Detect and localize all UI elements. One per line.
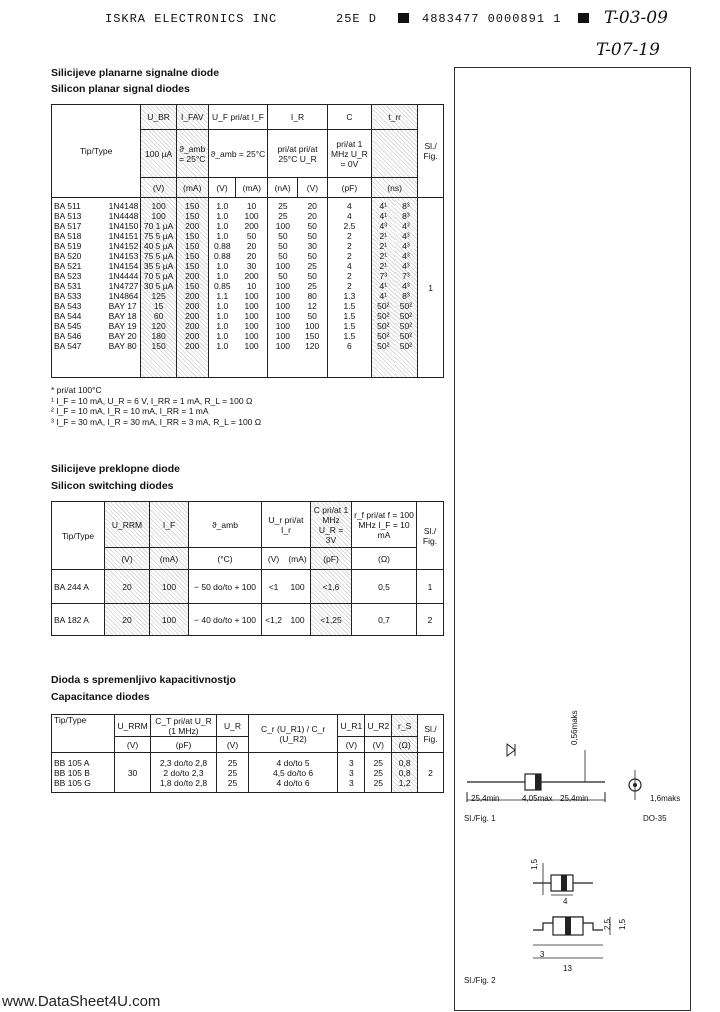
col-header-c: C	[327, 105, 371, 130]
footnote-2: ² I_F = 10 mA, I_R = 10 mA, I_RR = 1 mA	[51, 406, 209, 416]
company-name: ISKRA ELECTRONICS INC	[105, 12, 278, 26]
sw-cell: − 50 do/to + 100	[189, 570, 262, 604]
col-header-vbr: U_BR	[141, 105, 176, 130]
sw-cell: 2	[417, 604, 444, 636]
sw-cell: 20	[105, 570, 150, 604]
cap-unit-rs: (Ω)	[392, 737, 418, 753]
handwritten-code-2: T-07-19	[596, 40, 660, 60]
sw-cell: 0,5	[352, 570, 417, 604]
fig1-dim-4: 1,6maks	[650, 794, 681, 803]
unit-vbr: (V)	[141, 178, 176, 198]
cap-unit-ur2: (V)	[365, 737, 392, 753]
header-block-1	[398, 13, 409, 23]
sw-header-c: C pri/at 1 MHz U_R = 3V	[311, 502, 352, 548]
fig2-label: Sl./Fig. 2	[464, 976, 496, 985]
sw-cell: BA 182 A	[52, 604, 105, 636]
type-list-ba: BA 511 BA 513 BA 517 BA 518 BA 519 BA 520 BA 521 BA 523 BA 531 BA 533 BA 543 BA 544 BA 545 BA 546 BA 547	[54, 201, 82, 351]
unit-ifav: (mA)	[176, 178, 208, 198]
sw-header-tamb: ϑ_amb	[189, 502, 262, 548]
trr-values-a: 4¹ 4¹ 4³ 2¹ 2¹ 2¹ 2¹ 7³ 4¹ 4¹ 50² 50² 50² 50² 50²	[372, 198, 395, 378]
footnote-3: ³ I_F = 30 mA, I_R = 30 mA, I_RR = 3 mA, R_L = 100 Ω	[51, 416, 262, 427]
fig2-dim-6: 1,5	[618, 918, 627, 930]
cap-unit-urrm: (V)	[115, 737, 150, 753]
fig2-dim-3: 3	[540, 950, 545, 959]
unit-ir: (nA)	[268, 178, 298, 198]
sw-cell: 1	[417, 570, 444, 604]
cap-title-sl: Dioda s spremenljivo kapacitivnostjo	[51, 674, 236, 686]
col-header-vf: U_F pri/at I_F	[208, 105, 268, 130]
sw-unit-ur: (V)	[262, 548, 286, 570]
unit-vr: (V)	[298, 178, 328, 198]
cap-header-ur2: U_R2	[365, 715, 392, 737]
sw-cell: 0,7	[352, 604, 417, 636]
sw-cell: 20	[105, 604, 150, 636]
c-values: 4 4 2.5 2 2 2 4 2 2 1.3 1.5 1.5 1.5 1.5 6	[327, 198, 371, 378]
col-header-trr: t_rr	[372, 105, 418, 130]
cap-header-ur: U_R	[217, 715, 248, 737]
unit-if: (mA)	[236, 178, 268, 198]
unit-trr: (ns)	[372, 178, 418, 198]
fig1-dim-2: 4,05max	[522, 794, 553, 803]
cond-ifav: ϑ_amb = 25°C	[176, 130, 208, 178]
sw-cell: BA 244 A	[52, 570, 105, 604]
cap-header-rs: r_S	[392, 715, 418, 737]
header-numbers: 4883477 0000891 1	[422, 12, 562, 26]
sw-cell: 100	[285, 604, 310, 636]
table-row	[52, 604, 444, 636]
footnotes	[51, 385, 261, 427]
cap-ct-values: 2,3 do/to 2,8 2 do/to 2,3 1,8 do/to 2,8	[150, 753, 217, 793]
switching-title-sl: Silicijeve preklopne diode	[51, 463, 180, 475]
package-do35-label: DO-35	[643, 814, 667, 823]
cap-unit-ct: (pF)	[150, 737, 217, 753]
sw-unit-tamb: (°C)	[189, 548, 262, 570]
sw-header-type: Tip/Type	[52, 502, 105, 570]
cap-urrm-value: 30	[115, 753, 150, 793]
type-cell	[52, 198, 141, 378]
cap-unit-ur: (V)	[217, 737, 248, 753]
signal-title-sl: Silicijeve planarne signalne diode	[51, 67, 220, 79]
sw-header-urrm: U_RRM	[105, 502, 150, 548]
sw-cell: <1,25	[311, 604, 352, 636]
footnote-1: ¹ I_F = 10 mA, U_R = 6 V, I_RR = 1 mA, R_L = 100 Ω	[51, 395, 253, 406]
capacitance-diode-table	[51, 714, 444, 793]
cap-header-urrm: U_RRM	[115, 715, 150, 737]
col-header-ifav: I_FAV	[176, 105, 208, 130]
sw-header-ur: U_r pri/at I_r	[262, 502, 311, 548]
cap-rs-values: 0,8 0,8 1,2	[392, 753, 418, 793]
footnote-star: * pri/at 100°C	[51, 385, 102, 395]
sw-cell: − 40 do/to + 100	[189, 604, 262, 636]
sw-unit-c: (pF)	[311, 548, 352, 570]
cap-unit-ur1: (V)	[338, 737, 365, 753]
fig1-dim-1: 25,4min	[471, 794, 500, 803]
vr-values: 20 20 50 50 30 50 25 50 25 80 12 50 100 150 120	[298, 198, 328, 378]
watermark-link[interactable]: www.DataSheet4U.com	[2, 993, 161, 1010]
if-values: 10 100 200 50 20 20 30 200 10 100 100 100 100 100 100	[236, 198, 268, 378]
fig2-dim-4: 13	[563, 964, 572, 973]
handwritten-code-1: T-03-09	[604, 8, 668, 28]
cap-type-values: BB 105 A BB 105 B BB 105 G	[52, 753, 115, 793]
signal-diode-table	[51, 104, 444, 378]
vf-values: 1.0 1.0 1.0 1.0 0.88 0.88 1.0 1.0 0.85 1.1 1.0 1.0 1.0 1.0 1.0	[208, 198, 236, 378]
fig2-drawing	[455, 855, 690, 975]
sw-cell: <1,2	[262, 604, 286, 636]
cond-vbr: 100 µA	[141, 130, 176, 178]
sw-cell: 100	[150, 570, 189, 604]
cond-vf: ϑ_amb = 25°C	[208, 130, 268, 178]
unit-c: (pF)	[327, 178, 371, 198]
cond-c: pri/at 1 MHz U_R = 0V	[327, 130, 371, 178]
cap-header-ct: C_T pri/at U_R (1 MHz)	[150, 715, 217, 737]
vbr-values: 100 100 70 1 µA 75 5 µA 40 5 µA 75 5 µA 35 5 µA 70 5 µA 30 5 µA 125 15 60 120 180 150	[141, 198, 176, 378]
sw-cell: 100	[150, 604, 189, 636]
fig1-dim-3: 25,4min	[560, 794, 589, 803]
ir-values: 25 25 100 50 50 50 100 50 100 100 100 100 100 100 100	[268, 198, 298, 378]
sw-unit-if: (mA)	[150, 548, 189, 570]
col-header-type: Tip/Type	[52, 105, 141, 198]
sw-cell: <1	[262, 570, 286, 604]
cap-header-ur1: U_R1	[338, 715, 365, 737]
header-code: 25E D	[336, 12, 378, 26]
fig-ref: 1	[418, 198, 444, 378]
unit-vf: (V)	[208, 178, 236, 198]
sw-header-rf: r_f pri/at f = 100 MHz I_F = 10 mA	[352, 502, 417, 548]
cap-ur2-values: 25 25 25	[365, 753, 392, 793]
signal-title-en: Silicon planar signal diodes	[51, 83, 190, 95]
sw-cell: 100	[285, 570, 310, 604]
fig2-dim-5: 2,5	[603, 918, 612, 930]
cond-ir: pri/at pri/at 25°C U_R	[268, 130, 328, 178]
cap-ur1-values: 3 3 3	[338, 753, 365, 793]
sw-header-if: I_F	[150, 502, 189, 548]
cap-ur-values: 25 25 25	[217, 753, 248, 793]
table-row	[52, 570, 444, 604]
cond-trr	[372, 130, 418, 178]
cap-header-type: Tip/Type	[52, 715, 115, 753]
fig2-dim-1: 1,5	[530, 858, 539, 870]
fig1-label: Sl./Fig. 1	[464, 814, 496, 823]
sw-cell: <1,6	[311, 570, 352, 604]
switching-diode-table	[51, 501, 444, 636]
ifav-values: 150 150 200 150 150 150 150 200 150 200 200 200 200 200 200	[176, 198, 208, 378]
sw-unit-rf: (Ω)	[352, 548, 417, 570]
switching-title-en: Silicon switching diodes	[51, 480, 174, 492]
sw-header-fig: Sl./ Fig.	[417, 502, 444, 570]
type-list-1n: 1N4148 1N4448 1N4150 1N4151 1N4152 1N4153 1N4154 1N4444 1N4727 1N4864 BAY 17 BAY 18 BAY 19 BAY 20 BAY 80	[108, 201, 139, 351]
fig2-dim-2: 4	[563, 897, 568, 906]
cap-title-en: Capacitance diodes	[51, 691, 150, 703]
cap-ratio-values: 4 do/to 5 4,5 do/to 6 4 do/to 6	[248, 753, 338, 793]
cap-fig-ref: 2	[418, 753, 444, 793]
sw-unit-urrm: (V)	[105, 548, 150, 570]
cap-header-fig: Sl./ Fig.	[418, 715, 444, 753]
sw-unit-ir: (mA)	[285, 548, 310, 570]
col-header-fig: Sl./ Fig.	[418, 105, 444, 198]
col-header-ir: I_R	[268, 105, 328, 130]
trr-values-b: 8³ 8³ 4³ 4³ 4³ 4³ 4³ 7³ 4³ 8³ 50² 50² 50² 50² 50²	[395, 198, 418, 378]
header-block-2	[578, 13, 589, 23]
fig1-dim-5: 0,56maks	[570, 710, 579, 745]
cap-header-ratio: C_r (U_R1) / C_r (U_R2)	[248, 715, 338, 753]
